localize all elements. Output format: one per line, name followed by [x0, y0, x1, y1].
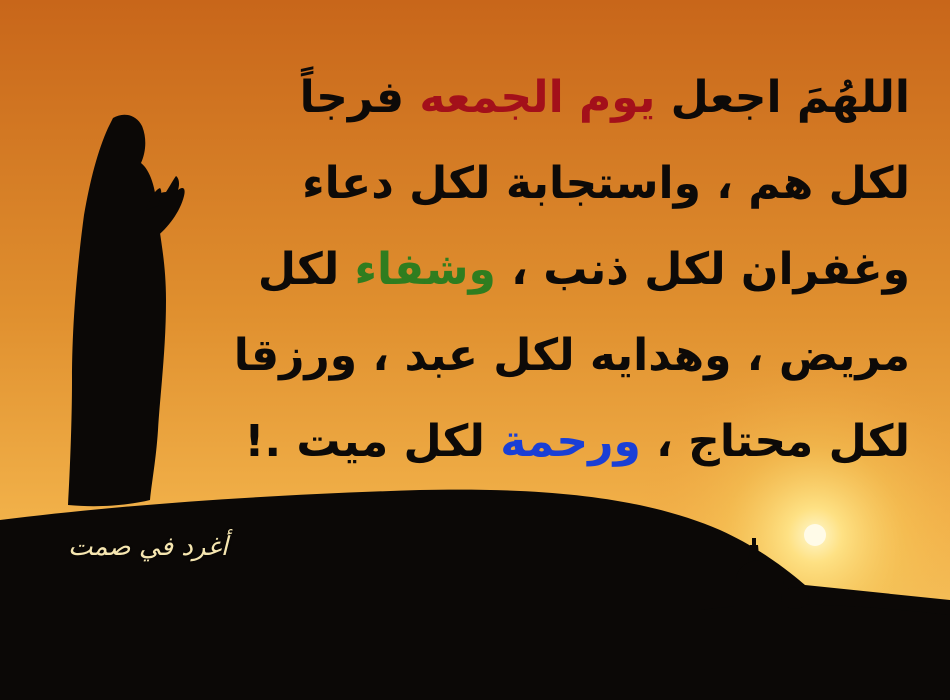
- prayer-line-3: [210, 227, 910, 313]
- prayer-line-1-start: اللهُمَ اجعل: [655, 72, 910, 123]
- prayer-line-1-end: فرجاً: [299, 72, 420, 123]
- highlight-friday: يوم الجمعه: [419, 72, 656, 123]
- prayer-line-5-end: لكل ميت .!: [244, 416, 501, 467]
- prayer-line-5: [210, 399, 910, 485]
- prayer-line-3-end: لكل: [257, 244, 355, 295]
- prayer-text: [210, 55, 910, 485]
- prayer-line-2: لكل هم ، واستجابة لكل دعاء: [302, 158, 910, 209]
- prayer-line-1: [210, 55, 910, 141]
- prayer-line-3-start: وغفران لكل ذنب ،: [495, 244, 910, 295]
- sun: [804, 524, 826, 546]
- highlight-healing: وشفاء: [354, 244, 496, 295]
- highlight-mercy: ورحمة: [500, 416, 641, 467]
- prayer-line-5-start: لكل محتاج ،: [640, 416, 910, 467]
- prayer-line-4: مريض ، وهدايه لكل عبد ، ورزقا: [233, 330, 910, 381]
- signature: أغرد في صمت: [68, 532, 229, 562]
